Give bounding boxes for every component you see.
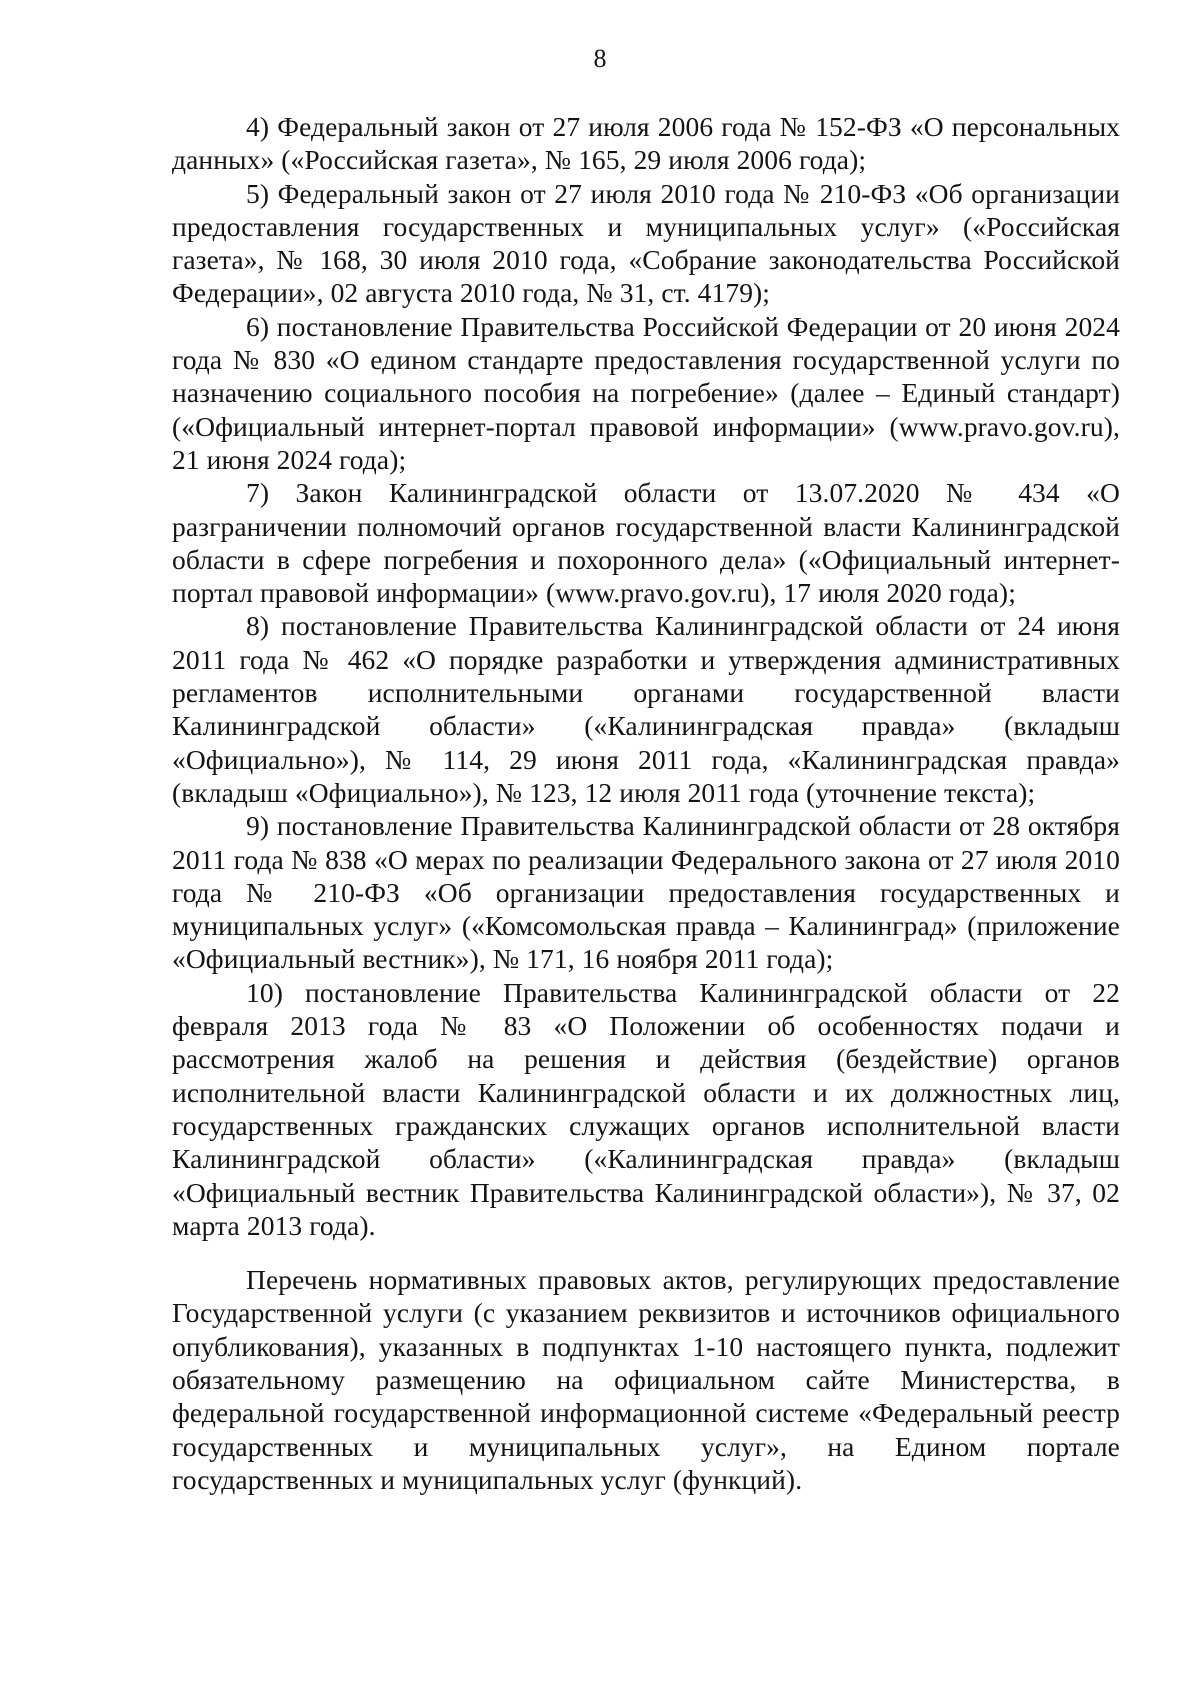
list-item-6: 6) постановление Правительства Российской Федерации от 20 июня 2024 года № 830 «О едином стандарте предоставления государственной услуги по назначению социального пособия на погребение» (далее – Единый стандарт) («Официальный интернет-портал правовой информации» (www.pravo.gov.ru), 21 июня 2024 года); (172, 310, 1120, 475)
list-item-4: 4) Федеральный закон от 27 июля 2006 года № 152-ФЗ «О персональных данных» («Российская газета», № 165, 29 июля 2006 года); (172, 111, 1120, 176)
document-body (172, 110, 1120, 1496)
list-item-10: 10) постановление Правительства Калининградской области от 22 февраля 2013 года № 83 «О Положении об особенностях подачи и рассмотрения жалоб на решения и действия (бездействие) органов исполнительной власти Калининградской области и их должностных лиц, государственных гражданских служащих органов исполнительной власти Калининградской области» («Калининградская правда» (вкладыш «Официальный вестник Правительства Калининградской области»), № 37, 02 марта 2013 года). (172, 976, 1120, 1241)
closing-paragraph: Перечень нормативных правовых актов, регулирующих предоставление Государственной услуги (с указанием реквизитов и источников официального опубликования), указанных в подпунктах 1-10 настоящего пункта, подлежит обязательному размещению на официальном сайте Министерства, в федеральной государственной информационной системе «Федеральный реестр государственных и муниципальных услуг», на Едином портале государственных и муниципальных услуг (функций). (172, 1264, 1120, 1495)
list-item-5: 5) Федеральный закон от 27 июля 2010 года № 210-ФЗ «Об организации предоставления государственных и муниципальных услуг» («Российская газета», № 168, 30 июля 2010 года, «Собрание законодательства Российской Федерации», 02 августа 2010 года, № 31, ст. 4179); (172, 177, 1120, 309)
list-item-9: 9) постановление Правительства Калининградской области от 28 октября 2011 года № 838 «О мерах по реализации Федерального закона от 27 июля 2010 года № 210-ФЗ «Об организации предоставления государственных и муниципальных услуг» («Комсомольская правда – Калининград» (приложение «Официальный вестник»), № 171, 16 ноября 2011 года); (172, 810, 1120, 975)
list-item-7: 7) Закон Калининградской области от 13.07.2020 № 434 «О разграничении полномочий органов государственной власти Калининградской области в сфере погребения и похоронного дела» («Официальный интернет-портал правовой информации» (www.pravo.gov.ru), 17 июля 2020 года); (172, 477, 1120, 609)
page-number: 8 (593, 44, 607, 73)
list-item-8: 8) постановление Правительства Калининградской области от 24 июня 2011 года № 462 «О порядке разработки и утверждения административных регламентов исполнительными органами государственной власти Калининградской области» («Калининградская правда» (вкладыш «Официально»), № 114, 29 июня 2011 года, «Калининградская правда» (вкладыш «Официально»), № 123, 12 июля 2011 года (уточнение текста); (172, 610, 1120, 808)
